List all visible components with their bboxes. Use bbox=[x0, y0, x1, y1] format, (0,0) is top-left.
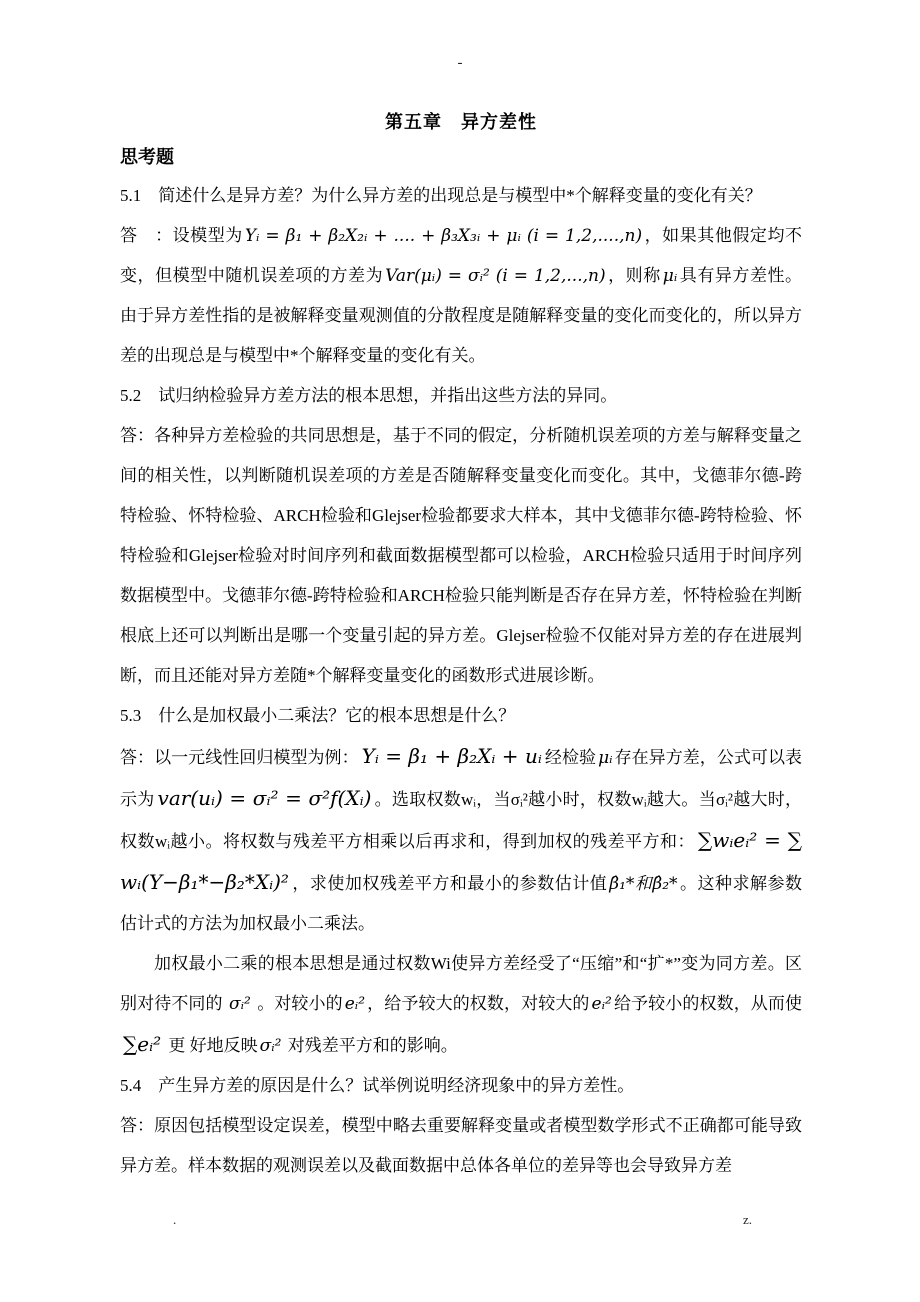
text-segment: 对残差平方和的影响。 bbox=[283, 1036, 458, 1055]
math-segment: Yᵢ = β₁ + β₂Xᵢ + uᵢ bbox=[361, 744, 542, 768]
question-5-4 bbox=[120, 1066, 802, 1106]
section-heading: 思考题 bbox=[120, 147, 174, 167]
text-segment: 答：各种异方差检验的共同思想是，基于不同的假定，分析随机误差项的方差与解释变量之间的相关性，以判断随机误差项的方差是否随解释变量变化而变化。其中，戈德菲尔德-跨特检验、怀特检验、ARCH检验和Glejser检验都要求大样本，其中戈德菲尔德-跨特检验、怀特检验和Glejser检验对时间序列和截面数据模型都可以检验，ARCH检验只适用于时间序列数据模型中。戈德菲尔德-跨特检验和ARCH检验只能判断是否存在异方差，怀特检验在判断根底上还可以判断出是哪一个变量引起的异方差。Glejser检验不仅能对异方差的存在进展判断，而且还能对异方差随*个解释变量变化的函数形式进展诊断。 bbox=[120, 426, 802, 685]
math-segment: var(uᵢ) = σᵢ² = σ²f(Xᵢ) bbox=[157, 786, 372, 810]
math-segment: σᵢ² bbox=[229, 994, 251, 1014]
footer-left-mark: . bbox=[173, 1212, 177, 1227]
answer-5-4 bbox=[120, 1106, 802, 1186]
math-segment: eᵢ² bbox=[591, 994, 612, 1014]
text-segment: 答 ：设模型为 bbox=[120, 226, 243, 245]
text-segment: 经检验 bbox=[544, 748, 597, 767]
text-segment: 具有异方差性。由于异方差性指的是被解释变量观测值的分散程度是随解释变量的变化而变化的，所以异方差的出现总是与模型中*个解释变量的变化有关。 bbox=[120, 266, 803, 365]
text-segment: 答：原因包括模型设定误差，模型中略去重要解释变量或者模型数学形式不正确都可能导致异方差。样本数据的观测误差以及截面数据中总体各单位的差异等也会导致异方差 bbox=[120, 1116, 802, 1175]
question-5-3 bbox=[120, 696, 802, 736]
text-segment: 。对较小的 bbox=[252, 994, 343, 1013]
answer-5-3-continued bbox=[120, 944, 802, 1066]
math-segment: σᵢ² bbox=[259, 1036, 282, 1056]
text-segment: 答：以一元线性回归模型为例： bbox=[120, 748, 359, 767]
math-segment: ∑wᵢeᵢ² = ∑wᵢ(Y−β₁*−β₂*Xᵢ)² bbox=[120, 828, 802, 894]
page-footer bbox=[173, 1212, 752, 1228]
math-segment: eᵢ² bbox=[344, 994, 366, 1014]
page-header-mark: - bbox=[457, 55, 463, 71]
text-segment: 5.1 简述什么是异方差？为什么异方差的出现总是与模型中*个解释变量的变化有关？ bbox=[120, 186, 762, 205]
paragraph-list bbox=[120, 176, 802, 1186]
question-5-2 bbox=[120, 376, 802, 416]
answer-5-2 bbox=[120, 416, 802, 696]
text-segment: ，给予较大的权数，对较大的 bbox=[367, 994, 590, 1013]
text-segment: 5.4 产生异方差的原因是什么？试举例说明经济现象中的异方差性。 bbox=[120, 1076, 635, 1095]
question-5-1 bbox=[120, 176, 802, 216]
text-segment: 。这种求解参数估计式的方法为加权最小二乘法。 bbox=[120, 874, 803, 933]
text-segment: 存在异方差，公式可以表示为 bbox=[120, 748, 803, 809]
footer-right-mark: z. bbox=[742, 1212, 752, 1227]
answer-5-1 bbox=[120, 216, 802, 376]
text-segment: 5.3 什么是加权最小二乘法？它的根本思想是什么？ bbox=[120, 706, 516, 725]
text-segment: 更 好地反映 bbox=[164, 1036, 258, 1055]
text-segment: 5.2 试归纳检验异方差方法的根本思想，并指出这些方法的异同。 bbox=[120, 386, 618, 405]
math-segment: μᵢ bbox=[662, 266, 678, 286]
math-segment: β̂₁*和β̂₂* bbox=[609, 874, 678, 894]
text-segment: 加权最小二乘的根本思想是通过权数Wi使异方差经受了“压缩”和“扩*”变为同方差。区别对待不同的 bbox=[120, 954, 802, 1013]
math-segment: Var(μᵢ) = σᵢ² (i = 1,2,...,n) bbox=[385, 266, 606, 286]
answer-5-3 bbox=[120, 736, 802, 944]
math-segment: Yᵢ = β₁ + β₂X₂ᵢ + .... + β₃X₃ᵢ + μᵢ (i = 1,2,....,n) bbox=[244, 226, 643, 246]
text-segment: ，则称 bbox=[607, 266, 661, 285]
text-segment: ，求使加权残差平方和最小的参数估计值 bbox=[291, 874, 608, 893]
text-segment: 。选取权数wᵢ，当σᵢ²越小时，权数wᵢ越大。当σᵢ²越大时，权数wᵢ越小。将权数与残差平方相乘以后再求和，得到加权的残差平方和： bbox=[120, 790, 803, 851]
math-segment: ∑eᵢ² bbox=[123, 1032, 162, 1056]
text-segment: 给予较小的权数，从而使 bbox=[613, 994, 803, 1013]
text-segment: ，如果其他假定均不变，但模型中随机误差项的方差为 bbox=[120, 226, 803, 285]
page-title: 第五章 异方差性 bbox=[385, 112, 537, 132]
math-segment: μᵢ bbox=[598, 748, 613, 768]
